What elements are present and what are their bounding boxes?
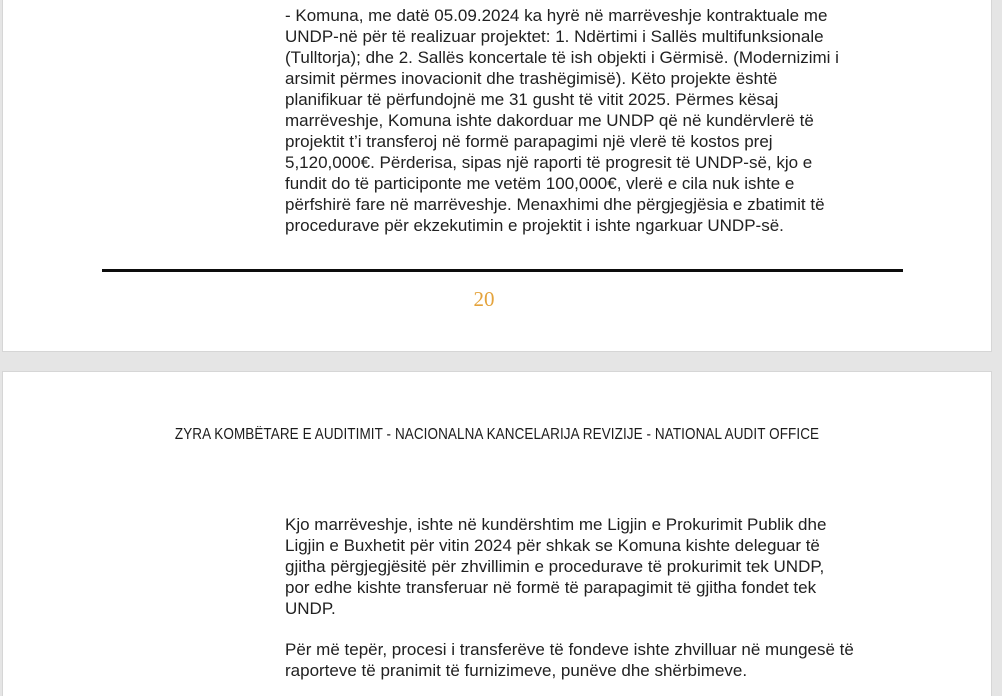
footer-rule xyxy=(102,269,903,272)
page-header: ZYRA KOMBËTARE E AUDITIMIT - NACIONALNA KANCELARIJA REVIZIJE - NATIONAL AUDIT OFFICE xyxy=(174,426,820,443)
page-1 xyxy=(2,0,992,352)
body-line: Ligjin e Buxhetit për vitin 2024 për shkak se Komuna kishte deleguar të xyxy=(285,536,820,555)
body-line: përfshirë fare në marrëveshje. Menaxhimi dhe përgjegjësia e zbatimit të xyxy=(285,195,825,214)
body-line: arsimit përmes inovacionit dhe trashëgimisë). Këto projekte është xyxy=(285,69,778,88)
page-number: 20 xyxy=(473,287,495,311)
page-2 xyxy=(2,371,992,696)
body-line: 5,120,000€. Përderisa, sipas një raporti të progresit të UNDP-së, kjo e xyxy=(285,153,813,172)
page2-paragraph-2 xyxy=(285,639,854,681)
body-line: fundit do të participonte me vetëm 100,000€, vlerë e cila nuk ishte e xyxy=(285,174,795,193)
body-line: marrëveshje, Komuna ishte dakorduar me UNDP që në kundërvlerë të xyxy=(285,111,814,130)
body-line: planifikuar të përfundojnë me 31 gusht të vitit 2025. Përmes kësaj xyxy=(285,90,779,109)
body-line: gjitha përgjegjësitë për zhvillimin e procedurave të prokurimit tek UNDP, xyxy=(285,557,825,576)
body-line: UNDP. xyxy=(285,599,336,618)
body-line: projektit t’i transferoj në formë parapagimi një vlerë të kostos prej xyxy=(285,132,773,151)
body-line: por edhe kishte transferuar në formë të parapagimit të gjitha fondet tek xyxy=(285,578,817,597)
body-line: UNDP-në për të realizuar projektet: 1. Ndërtimi i Sallës multifunksionale xyxy=(285,27,824,46)
body-line: Për më tepër, procesi i transferëve të fondeve ishte zhvilluar në mungesë të xyxy=(285,640,854,659)
body-line: - Komuna, me datë 05.09.2024 ka hyrë në marrëveshje kontraktuale me xyxy=(285,6,828,25)
body-line: procedurave për ekzekutimin e projektit i ishte ngarkuar UNDP-së. xyxy=(285,216,784,235)
page2-paragraph-1 xyxy=(285,514,826,619)
body-line: Kjo marrëveshje, ishte në kundërshtim me Ligjin e Prokurimit Publik dhe xyxy=(285,515,827,534)
page1-paragraph xyxy=(285,5,839,236)
body-line: (Tulltorja); dhe 2. Sallës koncertale të ish objekti i Gërmisë. (Modernizimi i xyxy=(285,48,839,67)
body-line: raporteve të pranimit të furnizimeve, punëve dhe shërbimeve. xyxy=(285,661,748,680)
